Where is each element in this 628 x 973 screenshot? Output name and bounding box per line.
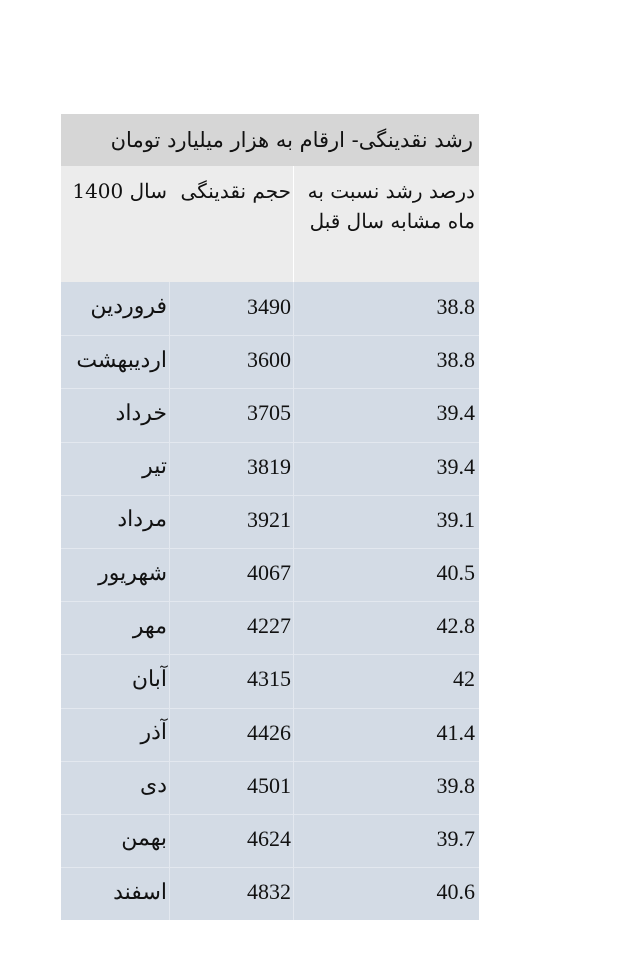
growth-cell: 38.8 [293, 336, 479, 388]
table-row [61, 761, 479, 814]
volume-cell: 3490 [169, 282, 293, 335]
volume-cell: 4624 [169, 815, 293, 867]
growth-cell: 39.4 [293, 443, 479, 495]
table-row [61, 495, 479, 548]
volume-cell: 3600 [169, 336, 293, 388]
growth-cell: 39.1 [293, 496, 479, 548]
volume-cell: 4315 [169, 655, 293, 707]
growth-cell: 40.5 [293, 549, 479, 601]
table-row [61, 388, 479, 441]
growth-cell: 39.8 [293, 762, 479, 814]
growth-cell: 39.7 [293, 815, 479, 867]
month-cell: آذر [140, 720, 167, 746]
growth-cell: 39.4 [293, 389, 479, 441]
volume-cell: 4426 [169, 709, 293, 761]
header-year-month: سال 1400 [72, 179, 167, 203]
month-cell: آبان [131, 666, 167, 692]
growth-cell: 42.8 [293, 602, 479, 654]
header-growth-percent: درصد رشد نسبت به ماه مشابه سال قبل [293, 166, 479, 282]
month-cell: اسفند [113, 879, 167, 905]
month-cell: خرداد [115, 400, 167, 426]
month-cell: اردیبهشت [76, 347, 167, 373]
month-cell: شهریور [98, 560, 167, 586]
table-body [61, 282, 479, 920]
volume-cell: 3819 [169, 443, 293, 495]
table-row [61, 601, 479, 654]
table-row [61, 814, 479, 867]
table-row [61, 335, 479, 388]
table-row [61, 442, 479, 495]
header-liquidity-volume: حجم نقدینگی [180, 179, 291, 203]
month-cell: تیر [142, 454, 167, 480]
table-row [61, 282, 479, 335]
volume-cell: 3921 [169, 496, 293, 548]
volume-cell: 4227 [169, 602, 293, 654]
month-cell: فروردین [90, 294, 167, 320]
growth-cell: 38.8 [293, 282, 479, 335]
growth-cell: 42 [293, 655, 479, 707]
month-cell: دی [139, 773, 167, 799]
month-cell: مرداد [117, 507, 167, 533]
volume-cell: 3705 [169, 389, 293, 441]
table-row [61, 548, 479, 601]
table-header-row [61, 166, 479, 282]
table-row [61, 654, 479, 707]
table-row [61, 708, 479, 761]
growth-cell: 41.4 [293, 709, 479, 761]
volume-cell: 4501 [169, 762, 293, 814]
table-row [61, 867, 479, 920]
table-title: رشد نقدینگی- ارقام به هزار میلیارد تومان [61, 114, 479, 166]
volume-cell: 4067 [169, 549, 293, 601]
volume-cell: 4832 [169, 868, 293, 920]
liquidity-growth-table [61, 114, 479, 920]
month-cell: بهمن [121, 826, 167, 852]
growth-cell: 40.6 [293, 868, 479, 920]
month-cell: مهر [132, 613, 167, 639]
